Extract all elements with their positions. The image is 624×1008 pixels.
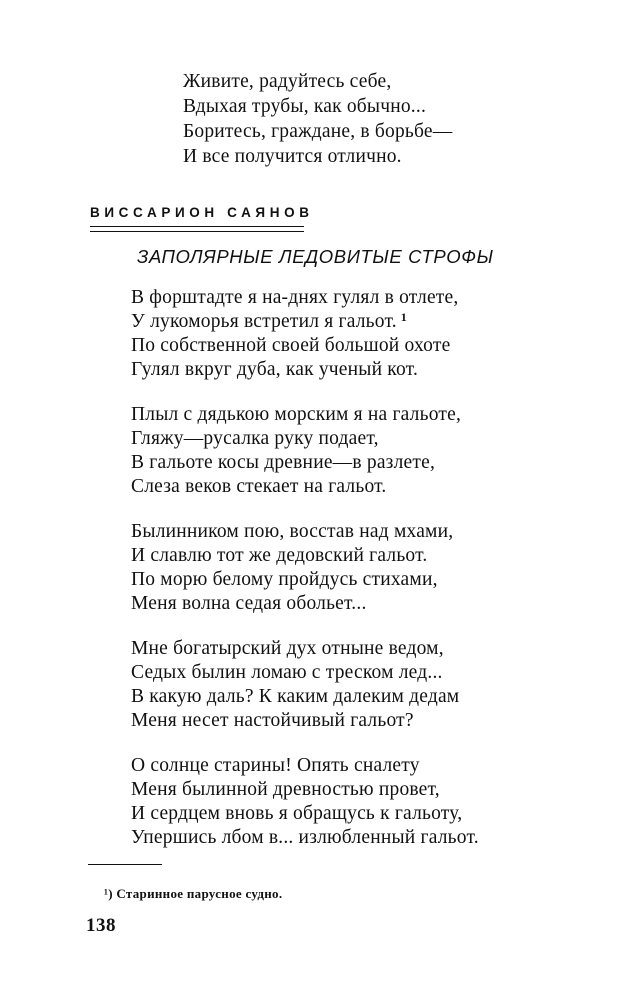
verse-line: И сердцем вновь я обращусь к гальоту, — [131, 803, 463, 824]
verse-line: И все получится отлично. — [183, 146, 402, 167]
verse-line: Плыл с дядькою морским я на гальоте, — [131, 404, 462, 425]
verse-line: Гулял вкруг дуба, как ученый кот. — [131, 359, 419, 380]
author-rule-bottom — [90, 231, 304, 232]
verse-line: Боритесь, граждане, в борьбе— — [183, 121, 453, 142]
verse-line: Мне богатырский дух отныне ведом, — [131, 638, 444, 659]
author-name: ВИССАРИОН САЯНОВ — [90, 205, 314, 220]
verse-line: О солнце старины! Опять сналету — [131, 755, 420, 776]
verse-line: Слеза веков стекает на гальот. — [131, 476, 387, 497]
verse-line: Меня волна седая обольет... — [131, 593, 367, 614]
page-number: 138 — [86, 915, 116, 936]
verse-line: Меня несет настойчивый гальот? — [131, 710, 414, 731]
verse-line — [131, 310, 407, 335]
footnote: ¹) Старинное парусное судно. — [104, 886, 283, 901]
verse-line: Гляжу—русалка руку подает, — [131, 428, 379, 449]
verse-line: И славлю тот же дедовский гальот. — [131, 545, 428, 566]
author-rule-top — [90, 226, 304, 227]
verse-line: Былинником пою, восстав над мхами, — [131, 521, 454, 542]
footnote-marker: 1 — [400, 310, 407, 324]
verse-line: Меня былинной древностью провет, — [131, 779, 440, 800]
verse-line: В какую даль? К каким далеким дедам — [131, 686, 460, 707]
verse-line: В форштадте я на-днях гулял в отлете, — [131, 287, 459, 308]
verse-line: Вдыхая трубы, как обычно... — [183, 96, 427, 117]
verse-text: У лукоморья встретил я гальот. — [131, 311, 397, 332]
poem-title: ЗАПОЛЯРНЫЕ ЛЕДОВИТЫЕ СТРОФЫ — [137, 246, 494, 267]
verse-line: Живите, радуйтесь себе, — [183, 71, 392, 92]
verse-line: По морю белому пройдусь стихами, — [131, 569, 438, 590]
verse-line: Упершись лбом в... излюбленный гальот. — [131, 827, 479, 848]
verse-line: По собственной своей большой охоте — [131, 335, 451, 356]
verse-line: В гальоте косы древние—в разлете, — [131, 452, 436, 473]
footnote-rule — [88, 864, 162, 865]
verse-line: Седых былин ломаю с треском лед... — [131, 662, 443, 683]
